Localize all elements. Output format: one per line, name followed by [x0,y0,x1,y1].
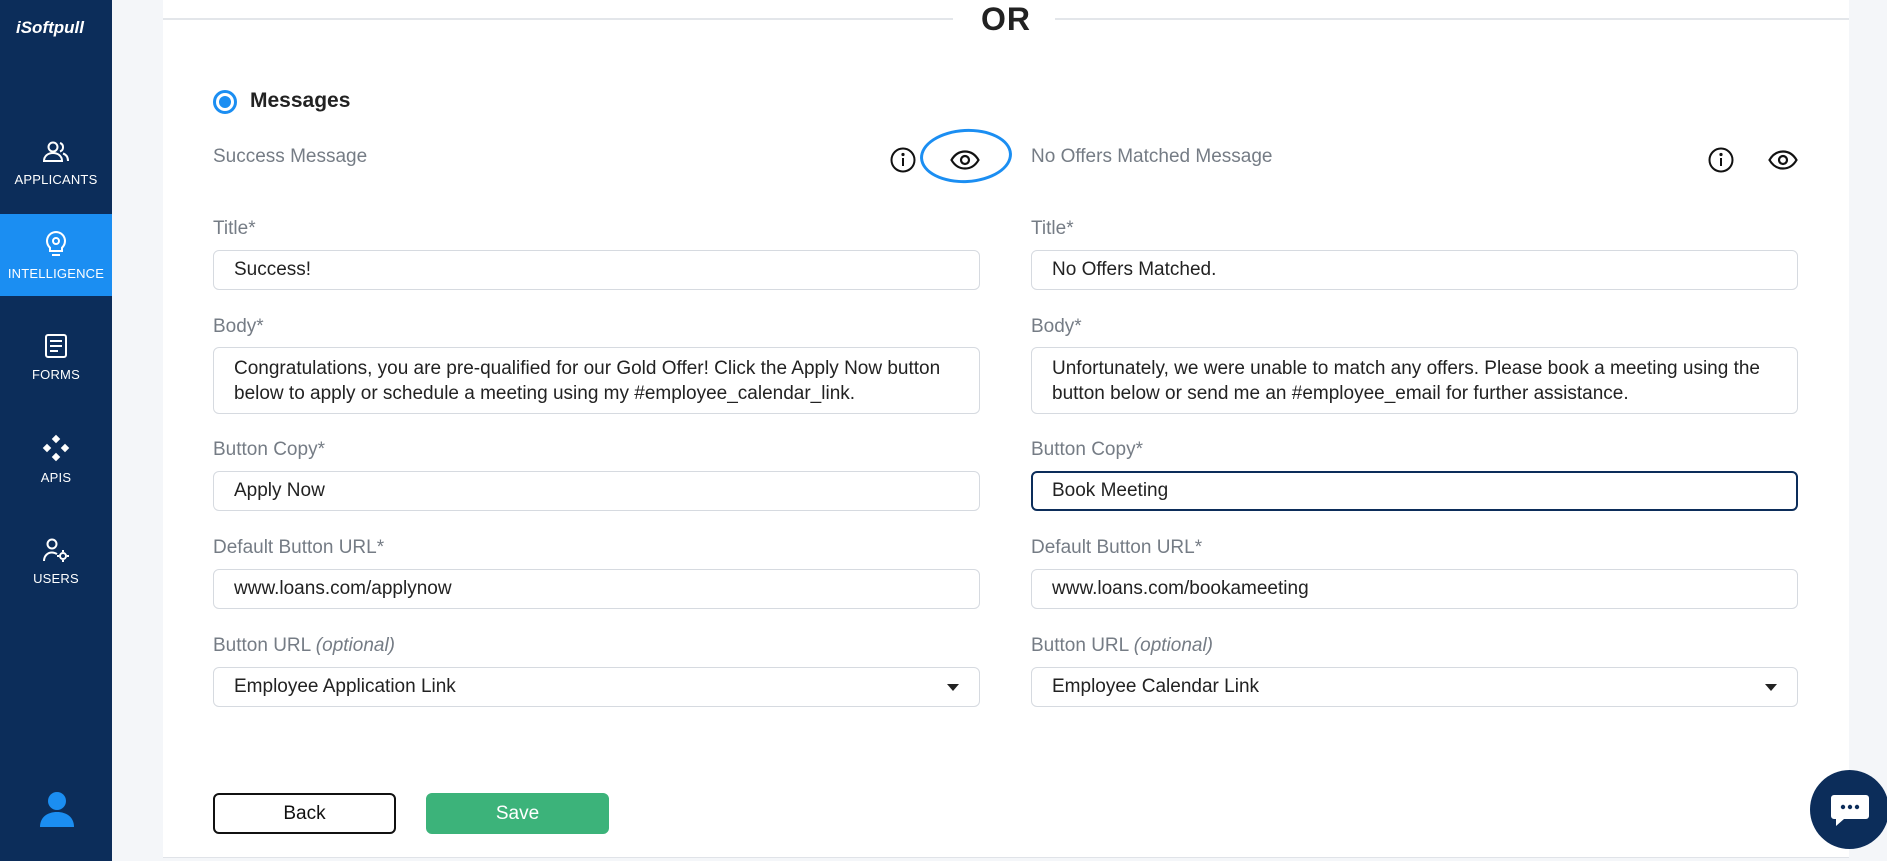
success-body-textarea[interactable] [213,347,980,414]
success-button-url-select[interactable] [213,667,980,707]
success-body-value: Congratulations, you are pre-qualified for our Gold Offer! Click the Apply Now button below to apply or schedule a meeting using my #employee_calendar_link. [234,358,941,404]
app-logo: iSoftpull [16,18,84,37]
sidebar-item-users[interactable] [0,520,112,602]
no-offers-default-url-label: Default Button URL* [1031,537,1203,558]
sidebar-item-apis[interactable] [0,418,112,500]
success-title-input[interactable] [213,250,980,290]
no-offers-message-header: No Offers Matched Message [1031,146,1273,167]
success-default-url-input[interactable] [213,569,980,609]
or-divider: OR [981,1,1031,37]
no-offers-body-textarea[interactable] [1031,347,1798,414]
chevron-down-icon [947,684,959,691]
brain-bulb-icon [43,230,69,258]
sidebar-item-label: USERS [33,570,79,586]
optional-text: (optional) [315,635,396,656]
sidebar-item-intelligence[interactable] [0,214,112,296]
success-button-copy-value: Apply Now [234,480,325,501]
success-button-url-value: Employee Application Link [234,676,456,697]
no-offers-button-copy-value: Book Meeting [1052,480,1169,501]
sidebar-item-label: APIS [40,469,72,485]
sidebar-item-forms[interactable] [0,316,112,398]
success-default-url-label: Default Button URL* [213,537,385,558]
chat-icon [1830,792,1870,828]
back-button[interactable]: Back [213,793,396,834]
success-title-value: Success! [234,259,312,280]
info-icon [890,147,916,173]
no-offers-title-value: No Offers Matched. [1052,259,1217,280]
no-offers-info-button[interactable] [1704,143,1738,177]
no-offers-body-value: Unfortunately, we were unable to match any offers. Please book a meeting using the button below or send me an #employee_email for further assistance. [1052,358,1760,404]
no-offers-body-label: Body* [1031,316,1082,337]
eye-icon [1768,150,1798,170]
user-gear-icon [42,537,70,563]
label-text: Button URL [213,635,311,656]
success-button-copy-label: Button Copy* [213,439,325,460]
no-offers-button-url-select[interactable] [1031,667,1798,707]
success-button-copy-input[interactable] [213,471,980,511]
info-icon [1708,147,1734,173]
chat-button[interactable] [1810,770,1887,849]
messages-card [163,0,1849,858]
save-button[interactable]: Save [426,793,609,834]
sidebar-item-applicants[interactable] [0,122,112,204]
no-offers-button-copy-input[interactable] [1031,471,1798,511]
no-offers-title-label: Title* [1031,218,1074,239]
sidebar-item-label: INTELLIGENCE [7,265,105,281]
label-text: Button URL [1031,635,1129,656]
users-icon [42,140,70,164]
form-icon [44,333,68,359]
api-icon [42,434,70,462]
optional-text: (optional) [1133,635,1214,656]
messages-radio[interactable] [213,90,237,114]
no-offers-button-copy-label: Button Copy* [1031,439,1143,460]
user-avatar-icon[interactable] [38,790,76,828]
no-offers-button-url-label [1031,635,1213,657]
no-offers-default-url-input[interactable] [1031,569,1798,609]
no-offers-title-input[interactable] [1031,250,1798,290]
section-title: Messages [250,89,351,112]
chevron-down-icon [1765,684,1777,691]
no-offers-button-url-value: Employee Calendar Link [1052,676,1260,697]
success-default-url-value: www.loans.com/applynow [234,578,452,599]
success-title-label: Title* [213,218,256,239]
success-info-button[interactable] [886,143,920,177]
success-body-label: Body* [213,316,264,337]
success-button-url-label [213,635,395,657]
sidebar [0,0,112,861]
success-message-header: Success Message [213,146,368,167]
sidebar-item-label: FORMS [32,366,80,382]
no-offers-preview-button[interactable] [1766,143,1800,177]
eye-icon [950,150,980,170]
no-offers-default-url-value: www.loans.com/bookameeting [1052,578,1309,599]
success-preview-button[interactable] [948,143,982,177]
sidebar-item-label: APPLICANTS [14,171,98,187]
